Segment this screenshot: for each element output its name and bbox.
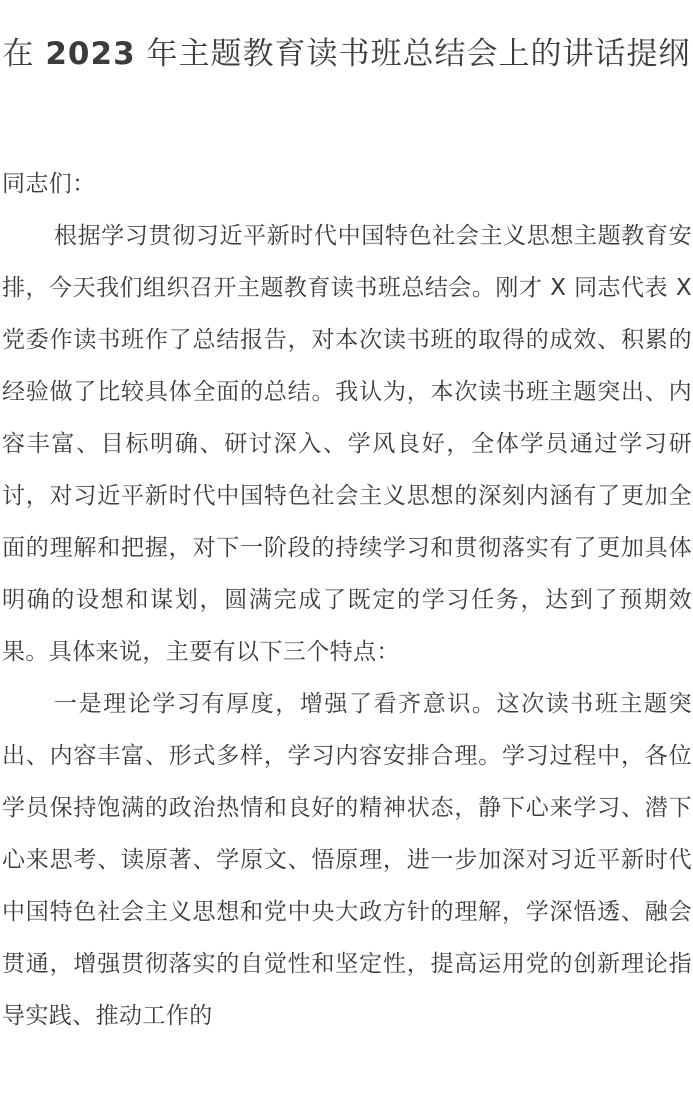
document-body [2, 158, 692, 1042]
paragraph-point-one: 一是理论学习有厚度，增强了看齐意识。这次读书班主题突出、内容丰富、形式多样，学习内容安排合理。学习过程中，各位学员保持饱满的政治热情和良好的精神状态，静下心来学习、潜下心来思考、读原著、学原文、悟原理，进一步加深对习近平新时代中国特色社会主义思想和党中央大政方针的理解，学深悟透、融会贯通，增强贯彻落实的自觉性和坚定性，提高运用党的创新理论指导实践、推动工作的 [2, 691, 692, 1029]
document-title [0, 0, 693, 79]
title-year: 2023 [45, 36, 136, 72]
title-prefix: 在 [2, 36, 46, 72]
salutation: 同志们： [2, 171, 96, 197]
title-suffix: 年主题教育读书班总结会上的讲话提纲 [135, 36, 691, 72]
paragraph-intro: 根据学习贯彻习近平新时代中国特色社会主义思想主题教育安排，今天我们组织召开主题教育读书班总结会。刚才 X 同志代表 X 党委作读书班作了总结报告，对本次读书班的取得的成效、积累的经验做了比较具体全面的总结。我认为，本次读书班主题突出、内容丰富、目标明确、研讨深入、学风良好，全体学员通过学习研讨，对习近平新时代中国特色社会主义思想的深刻内涵有了更加全面的理解和把握，对下一阶段的持续学习和贯彻落实有了更加具体明确的设想和谋划，圆满完成了既定的学习任务，达到了预期效果。具体来说，主要有以下三个特点： [2, 223, 692, 665]
